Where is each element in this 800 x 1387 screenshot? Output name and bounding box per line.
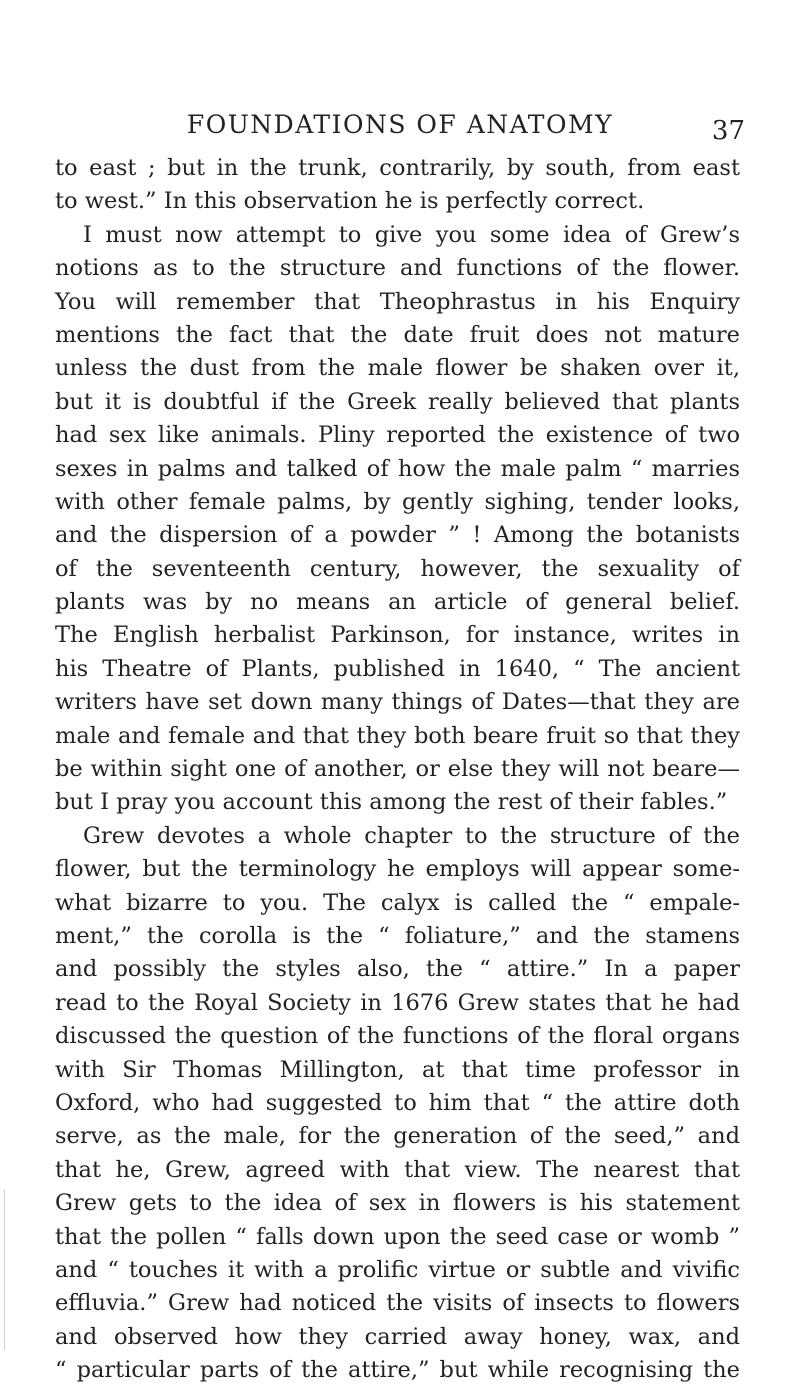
page-number: 37 bbox=[711, 116, 745, 146]
text-line: but I pray you account this among the rest of their fables.” bbox=[55, 789, 728, 816]
running-title: FOUNDATIONS OF ANATOMY bbox=[186, 110, 614, 139]
text-line: ment,” the corolla is the “ foliature,” and the stamens bbox=[55, 922, 740, 949]
text-line: and observed how they carried away honey, wax, and bbox=[55, 1323, 740, 1350]
text-line: his Theatre of Plants, published in 1640, “ The ancient bbox=[55, 655, 740, 682]
text-line: and “ touches it with a prolific virtue or subtle and vivific bbox=[55, 1256, 740, 1283]
text-line: The English herbalist Parkinson, for instance, writes in bbox=[55, 622, 740, 649]
text-line: and possibly the styles also, the “ attire.” In a paper bbox=[55, 956, 740, 983]
running-head bbox=[55, 110, 745, 146]
text-line: with other female palms, by gently sighing, tender looks, bbox=[55, 488, 740, 515]
text-line: be within sight one of another, or else they will not beare— bbox=[55, 756, 740, 783]
text-line: writers have set down many things of Dates—that they are bbox=[55, 689, 740, 716]
text-line: flower, but the terminology he employs will appear some- bbox=[55, 856, 740, 883]
text-line: and the dispersion of a powder ” ! Among the botanists bbox=[55, 522, 740, 549]
text-line: Grew gets to the idea of sex in flowers is his statement bbox=[55, 1190, 740, 1217]
text-line: effluvia.” Grew had noticed the visits of insects to flowers bbox=[55, 1290, 740, 1317]
text-line: to east ; but in the trunk, contrarily, by south, from east bbox=[55, 155, 740, 181]
text-line: discussed the question of the functions of the floral organs bbox=[55, 1023, 740, 1050]
text-line: had sex like animals. Pliny reported the existence of two bbox=[55, 422, 740, 449]
text-line: notions as to the structure and functions of the flower. bbox=[55, 255, 740, 282]
text-line: but it is doubtful if the Greek really believed that plants bbox=[55, 388, 740, 415]
text-line: unless the dust from the male flower be shaken over it, bbox=[55, 355, 740, 382]
text-line: plants was by no means an article of general belief. bbox=[55, 589, 740, 616]
text-line: to west.” In this observation he is perfectly correct. bbox=[55, 188, 645, 215]
text-line: of the seventeenth century, however, the sexuality of bbox=[55, 555, 740, 582]
text-line: Grew devotes a whole chapter to the structure of the bbox=[83, 822, 740, 849]
text-line: that the pollen “ falls down upon the seed case or womb ” bbox=[55, 1223, 740, 1250]
text-line: what bizarre to you. The calyx is called the “ empale- bbox=[55, 889, 740, 916]
text-line: Oxford, who had suggested to him that “ the attire doth bbox=[55, 1089, 740, 1116]
body-text bbox=[55, 152, 740, 1387]
text-line: mentions the fact that the date fruit does not mature bbox=[55, 321, 740, 348]
text-line: “ particular parts of the attire,” but while recognising the bbox=[55, 1357, 740, 1384]
text-line: with Sir Thomas Millington, at that time professor in bbox=[55, 1056, 740, 1083]
text-line: sexes in palms and talked of how the male palm “ marries bbox=[55, 455, 740, 482]
text-line: read to the Royal Society in 1676 Grew states that he had bbox=[55, 989, 740, 1016]
text-line: You will remember that Theophrastus in his Enquiry bbox=[55, 288, 740, 315]
scan-edge-shadow bbox=[4, 1190, 5, 1350]
text-line: male and female and that they both beare fruit so that they bbox=[55, 722, 740, 749]
text-line: that he, Grew, agreed with that view. The nearest that bbox=[55, 1156, 740, 1183]
text-line: serve, as the male, for the generation of the seed,” and bbox=[55, 1123, 740, 1150]
text-line: I must now attempt to give you some idea of Grew’s bbox=[83, 221, 740, 248]
